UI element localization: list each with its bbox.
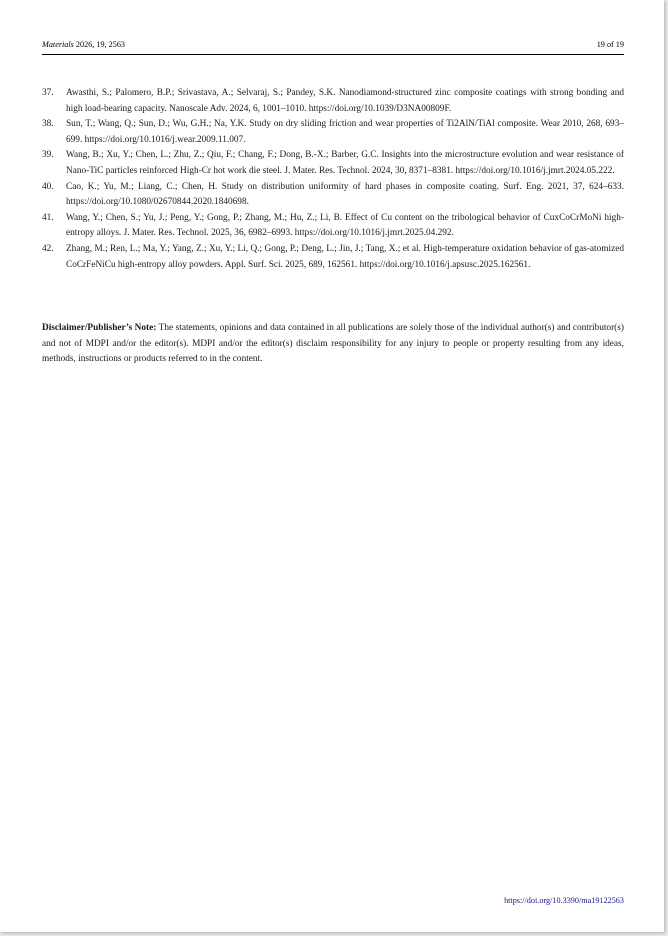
page-header	[42, 40, 624, 55]
reference-number: 41.	[42, 212, 54, 223]
citation-details: 2026, 19, 2563	[75, 40, 126, 49]
reference-item	[42, 211, 624, 242]
reference-text: Awasthi, S.; Palomero, B.P.; Srivastava, A.; Selvaraj, S.; Pandey, S.K. Nanodiamond-structured zinc composite coatings with strong bonding and high load-bearing capacity. Nanoscale Adv. 2024, 6, 1001–1010. https://doi.org/10.1039/D3NA00809F.	[66, 88, 624, 114]
reference-number: 37.	[42, 88, 54, 98]
reference-text: Cao, K.; Yu, M.; Liang, C.; Chen, H. Study on distribution uniformity of hard phases in composite coating. Surf. Eng. 2021, 37, 624–633. https://doi.org/10.1080/02670844.2020.1840698.	[66, 181, 624, 208]
footer-doi-link[interactable]: https://doi.org/10.3390/ma19122563	[504, 896, 624, 905]
reference-item	[42, 117, 624, 148]
journal-name: Materials	[42, 40, 74, 49]
reference-list	[42, 86, 624, 273]
disclaimer-text: The statements, opinions and data contained in all publications are solely those of the individual author(s) and contributor(s) and not of MDPI and/or the editor(s). MDPI and/or the editor(s) disclaim responsibility for any injury to people or property resulting from any ideas, methods, instructions or products referred to in the content.	[42, 323, 624, 365]
reference-text: Wang, Y.; Chen, S.; Yu, J.; Peng, Y.; Gong, P.; Zhang, M.; Hu, Z.; Li, B. Effect of Cu content on the tribological behavior of CuxCoCrMoNi high-entropy alloys. J. Mater. Res. Technol. 2025, 36, 6982–6993. https://doi.org/10.1016/j.jmrt.2025.04.292.	[66, 212, 624, 239]
reference-item	[42, 148, 624, 179]
reference-number: 42.	[42, 243, 54, 254]
reference-item	[42, 86, 624, 117]
reference-number: 38.	[42, 119, 54, 130]
reference-number: 40.	[42, 181, 54, 192]
reference-item	[42, 242, 624, 273]
reference-text: Sun, T.; Wang, Q.; Sun, D.; Wu, G.H.; Na, Y.K. Study on dry sliding friction and wear properties of Ti2AlN/TiAl composite. Wear 2010, 268, 693–699. https://doi.org/10.1016/j.wear.2009.11.007.	[66, 119, 624, 145]
page-number: 19 of 19	[596, 40, 624, 49]
publisher-disclaimer	[42, 321, 624, 368]
disclaimer-label: Disclaimer/Publisher’s Note:	[42, 323, 157, 333]
reference-text: Wang, B.; Xu, Y.; Chen, L.; Zhu, Z.; Qiu, F.; Chang, F.; Dong, B.-X.; Barber, G.C. Insights into the microstructure evolution and wear resistance of Nano-TiC particles reinforced High-Cr hot work die steel. J. Mater. Res. Technol. 2024, 30, 8371–8381. https://doi.org/10.1016/j.jmrt.2024.05.222.	[66, 150, 624, 176]
reference-number: 39.	[42, 150, 54, 161]
reference-item	[42, 180, 624, 211]
reference-text: Zhang, M.; Ren, L.; Ma, Y.; Yang, Z.; Xu, Y.; Li, Q.; Gong, P.; Deng, L.; Jin, J.; Tang, X.; et al. High-temperature oxidation behavior of gas-atomized CoCrFeNiCu high-entropy alloy powders. Appl. Surf. Sci. 2025, 689, 162561. https://doi.org/10.1016/j.apsusc.2025.162561.	[66, 243, 624, 270]
journal-citation	[42, 40, 125, 49]
